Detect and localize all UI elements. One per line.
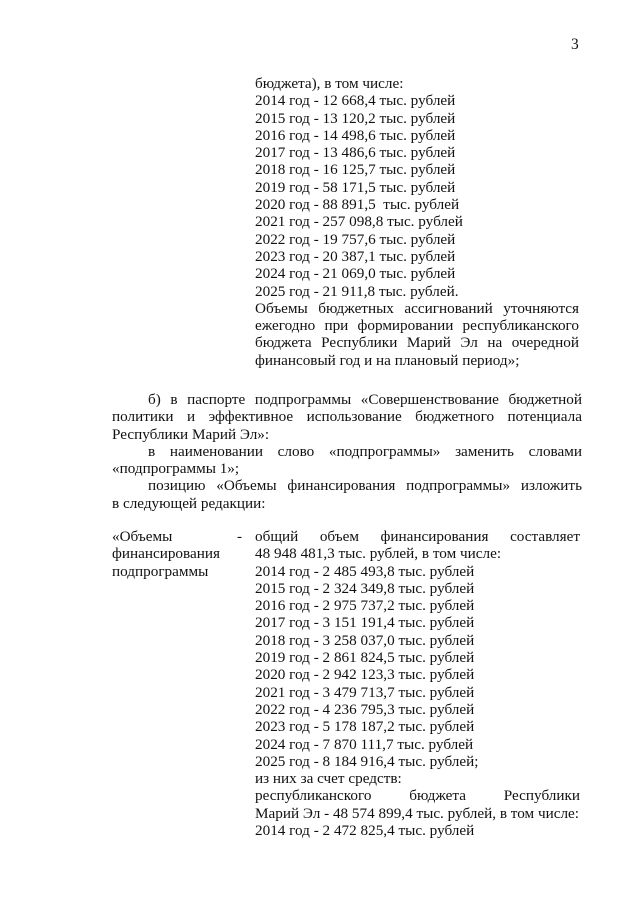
year-amount-line: 2019 год - 58 171,5 тыс. рублей: [255, 178, 456, 196]
paragraph-b-line: политики и эффективное использование бюджетного потенциала: [112, 408, 582, 426]
paragraph-position-line: позицию «Объемы финансирования подпрограммы» изложить: [148, 477, 582, 495]
paragraph-b-line: Республики Марий Эл»:: [112, 425, 270, 443]
page-number: 3: [571, 36, 579, 53]
republican-budget-line: республиканского бюджета Республики: [255, 787, 580, 805]
budget-line: бюджета), в том числе:: [255, 75, 404, 92]
label-line: финансирования: [112, 545, 220, 563]
paragraph-name-line: «подпрограммы 1»;: [112, 460, 240, 478]
year-amount-line: 2021 год - 3 479 713,7 тыс. рублей: [255, 683, 475, 701]
year-amount-line: 2025 год - 8 184 916,4 тыс. рублей;: [255, 752, 479, 770]
year-amount-line: 2022 год - 19 757,6 тыс. рублей: [255, 230, 456, 248]
amendment-paragraphs: [112, 391, 582, 512]
funding-value-column: [255, 528, 580, 839]
year-amount-line: 2020 год - 88 891,5 тыс. рублей: [255, 196, 460, 214]
year-amount-line: 2016 год - 2 975 737,2 тыс. рублей: [255, 597, 475, 615]
year-amount-line: 2014 год - 2 485 493,8 тыс. рублей: [255, 562, 475, 580]
paragraph-b-line: б) в паспорте подпрограммы «Совершенствование бюджетной: [148, 391, 582, 408]
note-line: ежегодно при формировании республиканского: [255, 317, 579, 335]
total-line: 48 948 481,3 тыс. рублей, в том числе:: [255, 545, 502, 563]
year-amount-line: 2015 год - 2 324 349,8 тыс. рублей: [255, 579, 475, 597]
year-amount-line: 2017 год - 3 151 191,4 тыс. рублей: [255, 614, 475, 632]
year-amount-line: 2018 год - 16 125,7 тыс. рублей: [255, 161, 456, 179]
year-amount-line: 2022 год - 4 236 795,3 тыс. рублей: [255, 700, 475, 718]
year-amount-line: 2018 год - 3 258 037,0 тыс. рублей: [255, 631, 475, 649]
year-amount-line: 2024 год - 21 069,0 тыс. рублей: [255, 265, 456, 283]
year-amount-line: 2025 год - 21 911,8 тыс. рублей.: [255, 282, 459, 300]
year-amount-line: 2021 год - 257 098,8 тыс. рублей: [255, 213, 463, 231]
year-amount-line: 2023 год - 5 178 187,2 тыс. рублей: [255, 718, 475, 736]
label-line: [112, 528, 242, 545]
year-amount-line: 2019 год - 2 861 824,5 тыс. рублей: [255, 649, 475, 667]
year-amount-line: 2014 год - 2 472 825,4 тыс. рублей: [255, 822, 475, 840]
note-line: бюджета Республики Марий Эл на очередной: [255, 334, 579, 352]
note-line: Объемы бюджетных ассигнований уточняются: [255, 299, 579, 317]
paragraph-name-line: в наименовании слово «подпрограммы» заменить словами: [148, 442, 582, 460]
label-word: «Объемы: [112, 528, 173, 545]
year-amount-line: 2016 год - 14 498,6 тыс. рублей: [255, 126, 456, 144]
label-dash: -: [236, 528, 242, 545]
year-amount-line: 2014 год - 12 668,4 тыс. рублей: [255, 92, 456, 110]
republican-budget-line: Марий Эл - 48 574 899,4 тыс. рублей, в том числе:: [255, 804, 579, 822]
year-amount-line: 2020 год - 2 942 123,3 тыс. рублей: [255, 666, 475, 684]
year-amount-line: 2017 год - 13 486,6 тыс. рублей: [255, 144, 456, 162]
year-amount-line: 2023 год - 20 387,1 тыс. рублей: [255, 247, 456, 265]
total-line: общий объем финансирования составляет: [255, 528, 580, 545]
paragraph-position-line: в следующей редакции:: [112, 494, 266, 512]
year-amount-line: 2024 год - 7 870 111,7 тыс. рублей: [255, 735, 474, 753]
label-line: подпрограммы: [112, 562, 209, 580]
sources-line: из них за счет средств:: [255, 770, 402, 788]
note-line: финансовый год и на плановый период»;: [255, 351, 520, 369]
year-amount-line: 2015 год - 13 120,2 тыс. рублей: [255, 109, 456, 127]
funding-continuation-block: [255, 75, 579, 369]
funding-label-column: [112, 528, 242, 580]
